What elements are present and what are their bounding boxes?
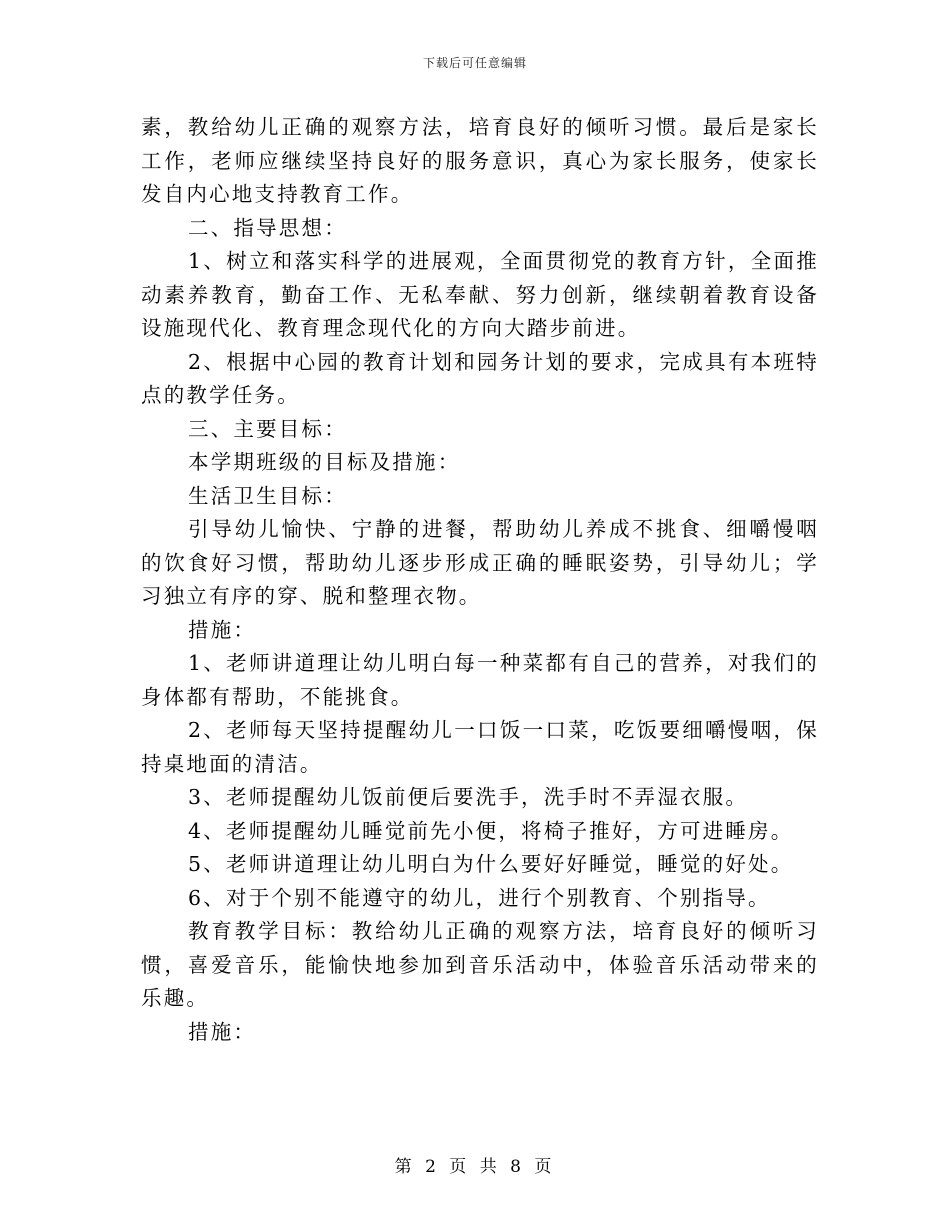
list-item: 2、老师每天坚持提醒幼儿一口饭一口菜，吃饭要细嚼慢咽，保持桌地面的清洁。 — [141, 718, 819, 776]
page-header-note: 下载后可任意编辑 — [422, 56, 527, 70]
list-item: 4、老师提醒幼儿睡觉前先小便，将椅子推好，方可进睡房。 — [188, 818, 794, 843]
list-item: 5、老师讲道理让幼儿明白为什么要好好睡觉，睡觉的好处。 — [188, 852, 794, 876]
section-heading-main-goals: 三、主要目标： — [188, 416, 347, 441]
list-item: 6、对于个别不能遵守的幼儿，进行个别教育、个别指导。 — [188, 885, 771, 910]
subheading-measures: 措施： — [188, 1019, 257, 1044]
list-item: 1、老师讲道理让幼儿明白每一种菜都有自己的营养，对我们的身体都有帮助，不能挑食。 — [141, 651, 819, 709]
subheading-hygiene-goals: 生活卫生目标： — [188, 483, 347, 508]
paragraph: 1、树立和落实科学的进展观，全面贯彻党的教育方针，全面推动素养教育，勤奋工作、无私奉献、努力创新，继续朝着教育设备设施现代化、教育理念现代化的方向大踏步前进。 — [141, 249, 819, 340]
subheading-measures: 措施： — [188, 617, 257, 642]
section-heading-guiding-ideas: 二、指导思想： — [188, 215, 347, 240]
paragraph: 引导幼儿愉快、宁静的进餐，帮助幼儿养成不挑食、细嚼慢咽的饮食好习惯，帮助幼儿逐步形成正确的睡眠姿势，引导幼儿；学习独立有序的穿、脱和整理衣物。 — [141, 517, 819, 608]
paragraph: 本学期班级的目标及措施： — [188, 450, 461, 474]
list-item: 3、老师提醒幼儿饭前便后要洗手，洗手时不弄湿衣服。 — [188, 785, 749, 809]
paragraph: 2、根据中心园的教育计划和园务计划的要求，完成具有本班特点的教学任务。 — [141, 349, 819, 407]
page-number: 第 2 页 共 8 页 — [394, 1157, 556, 1177]
document-body — [141, 111, 819, 1049]
paragraph: 素，教给幼儿正确的观察方法，培育良好的倾听习惯。最后是家长工作，老师应继续坚持良好的服务意识，真心为家长服务，使家长发自内心地支持教育工作。 — [141, 115, 819, 206]
paragraph: 教育教学目标：教给幼儿正确的观察方法，培育良好的倾听习惯，喜爱音乐，能愉快地参加到音乐活动中，体验音乐活动带来的乐趣。 — [141, 919, 819, 1010]
